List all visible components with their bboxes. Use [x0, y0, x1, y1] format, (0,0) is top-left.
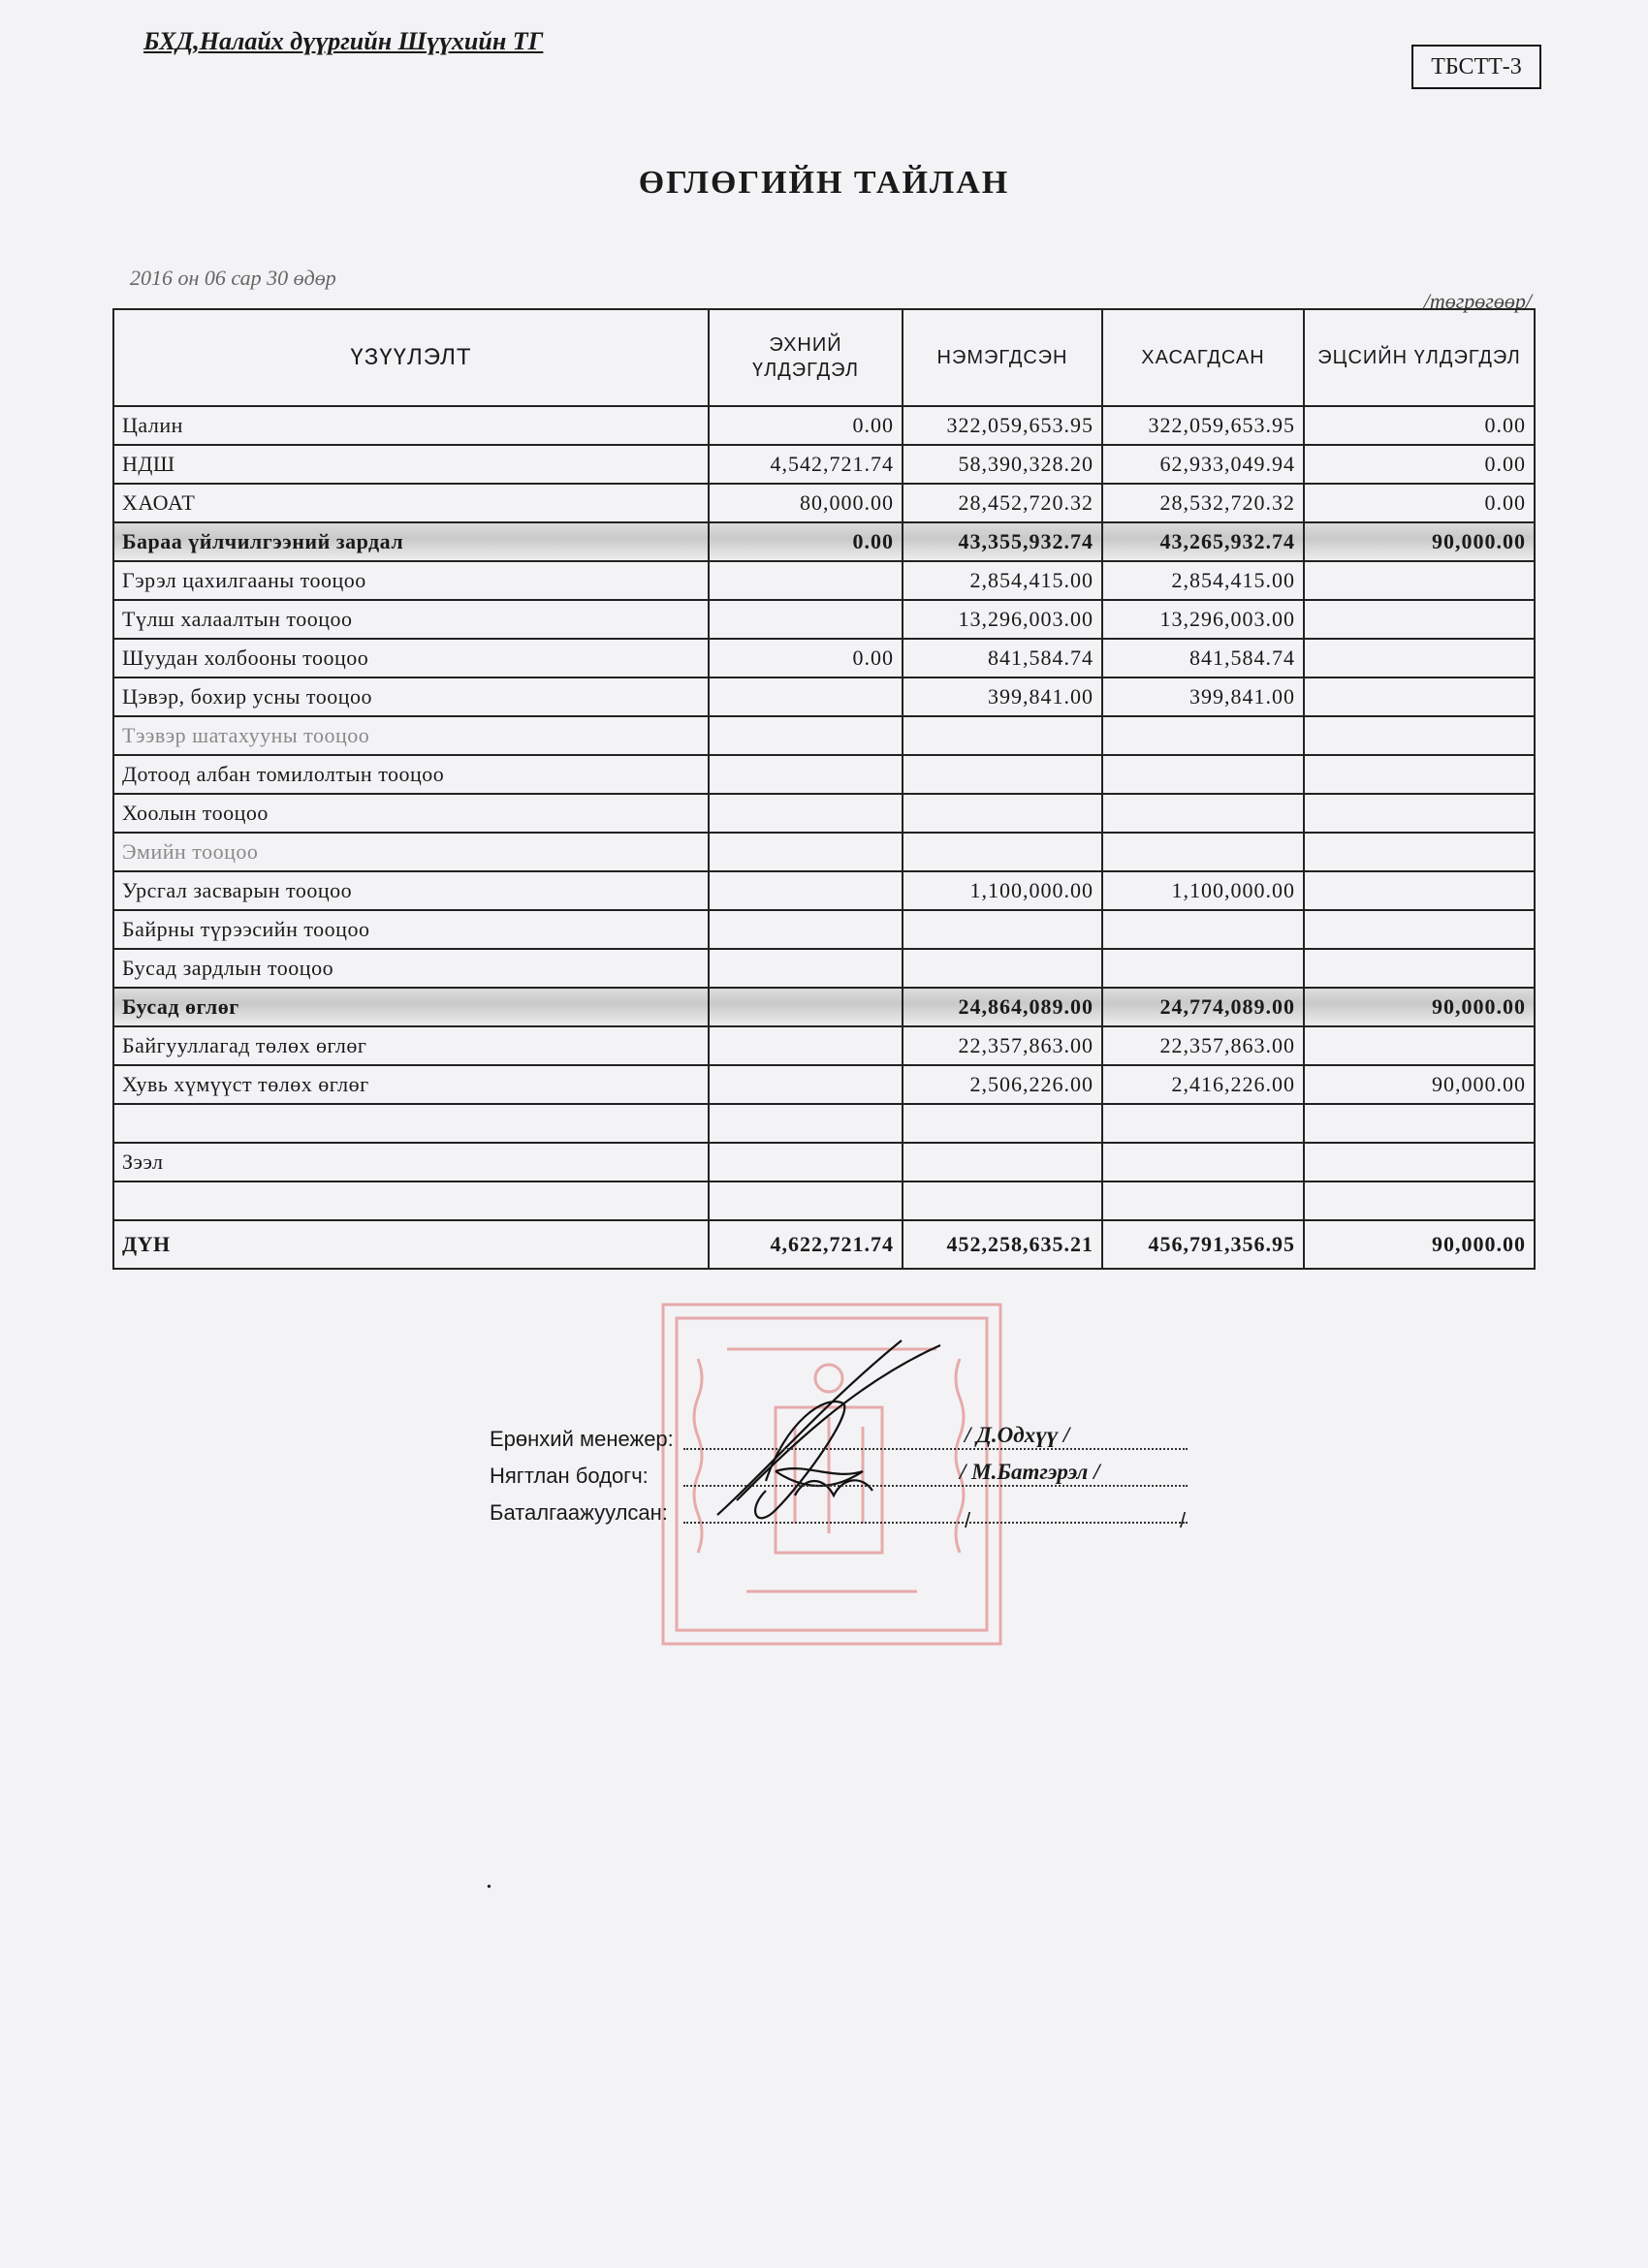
- signer-role: Нягтлан бодогч:: [490, 1464, 649, 1488]
- scan-speck: •: [487, 1880, 491, 1895]
- row-added: 22,357,863.00: [903, 1026, 1102, 1065]
- table-body: [113, 406, 1535, 1220]
- table-row: [113, 949, 1535, 988]
- row-closing: [1304, 910, 1535, 949]
- signer-role: Баталгаажуулсан:: [490, 1500, 668, 1525]
- row-closing: 0.00: [1304, 445, 1535, 484]
- row-added: [903, 833, 1102, 871]
- form-code-badge: ТБСТТ-3: [1411, 45, 1541, 89]
- column-header-opening: ЭХНИЙ ҮЛДЭГДЭЛ: [709, 309, 903, 406]
- row-label: Дотоод албан томилолтын тооцоо: [113, 755, 709, 794]
- row-opening: [709, 600, 903, 639]
- row-closing: 0.00: [1304, 484, 1535, 522]
- column-header-added: НЭМЭГДСЭН: [903, 309, 1102, 406]
- row-added: 43,355,932.74: [903, 522, 1102, 561]
- row-added: [903, 1181, 1102, 1220]
- signer-name: / Д.Одхүү /: [965, 1423, 1070, 1447]
- row-label: [113, 1181, 709, 1220]
- row-label: [113, 1104, 709, 1143]
- table-row: [113, 445, 1535, 484]
- row-added: 2,506,226.00: [903, 1065, 1102, 1104]
- row-added: [903, 949, 1102, 988]
- row-opening: [709, 716, 903, 755]
- row-label: Урсгал засварын тооцоо: [113, 871, 709, 910]
- total-deducted: 456,791,356.95: [1102, 1220, 1304, 1269]
- row-deducted: [1102, 949, 1304, 988]
- row-deducted: 22,357,863.00: [1102, 1026, 1304, 1065]
- row-closing: [1304, 1181, 1535, 1220]
- row-closing: 90,000.00: [1304, 988, 1535, 1026]
- row-closing: [1304, 871, 1535, 910]
- row-deducted: 2,854,415.00: [1102, 561, 1304, 600]
- row-opening: [709, 1143, 903, 1181]
- row-deducted: 322,059,653.95: [1102, 406, 1304, 445]
- signature-row-manager: [490, 1421, 1188, 1458]
- row-added: 28,452,720.32: [903, 484, 1102, 522]
- row-label: Цалин: [113, 406, 709, 445]
- row-label: НДШ: [113, 445, 709, 484]
- row-closing: [1304, 1143, 1535, 1181]
- total-closing: 90,000.00: [1304, 1220, 1535, 1269]
- row-label: Байгууллагад төлөх өглөг: [113, 1026, 709, 1065]
- row-deducted: [1102, 1181, 1304, 1220]
- report-title: ӨГЛӨГИЙН ТАЙЛАН: [638, 165, 1010, 201]
- row-added: 24,864,089.00: [903, 988, 1102, 1026]
- table-row: [113, 1143, 1535, 1181]
- row-added: 2,854,415.00: [903, 561, 1102, 600]
- row-closing: [1304, 755, 1535, 794]
- row-deducted: 13,296,003.00: [1102, 600, 1304, 639]
- row-opening: [709, 755, 903, 794]
- signature-closing-slash: /: [1180, 1508, 1187, 1532]
- signature-line: [683, 1448, 1188, 1450]
- row-deducted: 24,774,089.00: [1102, 988, 1304, 1026]
- row-added: [903, 716, 1102, 755]
- signature-row-certified: [490, 1495, 1188, 1531]
- row-added: [903, 794, 1102, 833]
- row-opening: 0.00: [709, 522, 903, 561]
- row-deducted: [1102, 794, 1304, 833]
- row-closing: 90,000.00: [1304, 1065, 1535, 1104]
- row-deducted: 2,416,226.00: [1102, 1065, 1304, 1104]
- table-row: [113, 910, 1535, 949]
- signer-name: /: [965, 1508, 971, 1532]
- row-added: [903, 1104, 1102, 1143]
- row-deducted: [1102, 910, 1304, 949]
- row-deducted: 28,532,720.32: [1102, 484, 1304, 522]
- report-date: 2016 он 06 сар 30 өдөр: [130, 266, 336, 290]
- signature-line: [683, 1522, 1188, 1524]
- row-closing: [1304, 677, 1535, 716]
- row-label: Тээвэр шатахууны тооцоо: [113, 716, 709, 755]
- row-label: Хувь хүмүүст төлөх өглөг: [113, 1065, 709, 1104]
- row-deducted: [1102, 833, 1304, 871]
- row-added: [903, 910, 1102, 949]
- row-opening: [709, 794, 903, 833]
- row-closing: [1304, 639, 1535, 677]
- row-opening: [709, 871, 903, 910]
- row-opening: 80,000.00: [709, 484, 903, 522]
- row-added: [903, 755, 1102, 794]
- table-row: [113, 639, 1535, 677]
- currency-unit: /төгрөгөөр/: [1423, 289, 1532, 313]
- table-row: [113, 600, 1535, 639]
- row-label: Хоолын тооцоо: [113, 794, 709, 833]
- total-added: 452,258,635.21: [903, 1220, 1102, 1269]
- table-row: [113, 755, 1535, 794]
- table-row: [113, 988, 1535, 1026]
- row-deducted: [1102, 1104, 1304, 1143]
- total-opening: 4,622,721.74: [709, 1220, 903, 1269]
- total-label: ДҮН: [113, 1220, 709, 1269]
- column-header-closing: ЭЦСИЙН ҮЛДЭГДЭЛ: [1304, 309, 1535, 406]
- row-added: 1,100,000.00: [903, 871, 1102, 910]
- row-closing: [1304, 1104, 1535, 1143]
- row-deducted: [1102, 716, 1304, 755]
- row-added: 322,059,653.95: [903, 406, 1102, 445]
- row-opening: 0.00: [709, 639, 903, 677]
- row-closing: [1304, 833, 1535, 871]
- row-label: Шуудан холбооны тооцоо: [113, 639, 709, 677]
- row-closing: [1304, 1026, 1535, 1065]
- row-opening: [709, 1065, 903, 1104]
- row-opening: [709, 1026, 903, 1065]
- row-opening: [709, 910, 903, 949]
- row-closing: 90,000.00: [1304, 522, 1535, 561]
- row-opening: [709, 833, 903, 871]
- signer-role: Ерөнхий менежер:: [490, 1427, 674, 1451]
- row-label: Цэвэр, бохир усны тооцоо: [113, 677, 709, 716]
- row-label: ХАОАТ: [113, 484, 709, 522]
- payables-table: [112, 308, 1536, 1270]
- table-row: [113, 1104, 1535, 1143]
- row-label: Гэрэл цахилгааны тооцоо: [113, 561, 709, 600]
- row-deducted: [1102, 755, 1304, 794]
- row-label: Бусад өглөг: [113, 988, 709, 1026]
- signer-name: / М.Батгэрэл /: [960, 1460, 1100, 1484]
- row-added: 841,584.74: [903, 639, 1102, 677]
- row-opening: 0.00: [709, 406, 903, 445]
- row-added: [903, 1143, 1102, 1181]
- row-deducted: 43,265,932.74: [1102, 522, 1304, 561]
- table-row: [113, 484, 1535, 522]
- row-opening: [709, 677, 903, 716]
- organization-name: БХД,Налайх дүүргийн Шүүхийн ТГ: [143, 27, 544, 55]
- row-label: Бусад зардлын тооцоо: [113, 949, 709, 988]
- row-closing: [1304, 600, 1535, 639]
- row-added: 58,390,328.20: [903, 445, 1102, 484]
- table-row: [113, 1026, 1535, 1065]
- column-header-indicator: ҮЗҮҮЛЭЛТ: [113, 309, 709, 406]
- row-label: Байрны түрээсийн тооцоо: [113, 910, 709, 949]
- row-opening: [709, 1181, 903, 1220]
- signature-row-accountant: [490, 1458, 1188, 1495]
- row-added: 399,841.00: [903, 677, 1102, 716]
- column-header-deducted: ХАСАГДСАН: [1102, 309, 1304, 406]
- row-deducted: 62,933,049.94: [1102, 445, 1304, 484]
- table-row: [113, 561, 1535, 600]
- table-row: [113, 794, 1535, 833]
- table-row: [113, 406, 1535, 445]
- table-row: [113, 1065, 1535, 1104]
- row-deducted: 399,841.00: [1102, 677, 1304, 716]
- row-deducted: 1,100,000.00: [1102, 871, 1304, 910]
- table-row: [113, 677, 1535, 716]
- signature-block: [490, 1421, 1188, 1531]
- row-closing: [1304, 794, 1535, 833]
- row-closing: [1304, 949, 1535, 988]
- table-row: [113, 716, 1535, 755]
- row-deducted: 841,584.74: [1102, 639, 1304, 677]
- table-row: [113, 871, 1535, 910]
- row-label: Зээл: [113, 1143, 709, 1181]
- signature-line: [683, 1485, 1188, 1487]
- row-deducted: [1102, 1143, 1304, 1181]
- row-opening: 4,542,721.74: [709, 445, 903, 484]
- row-opening: [709, 949, 903, 988]
- row-opening: [709, 561, 903, 600]
- row-added: 13,296,003.00: [903, 600, 1102, 639]
- total-row: [113, 1220, 1535, 1269]
- row-opening: [709, 988, 903, 1026]
- row-label: Эмийн тооцоо: [113, 833, 709, 871]
- row-label: Түлш халаалтын тооцоо: [113, 600, 709, 639]
- table-row: [113, 522, 1535, 561]
- row-label: Бараа үйлчилгээний зардал: [113, 522, 709, 561]
- table-header-row: [113, 309, 1535, 406]
- row-closing: [1304, 561, 1535, 600]
- row-closing: [1304, 716, 1535, 755]
- row-opening: [709, 1104, 903, 1143]
- row-closing: 0.00: [1304, 406, 1535, 445]
- table-row: [113, 833, 1535, 871]
- table-row: [113, 1181, 1535, 1220]
